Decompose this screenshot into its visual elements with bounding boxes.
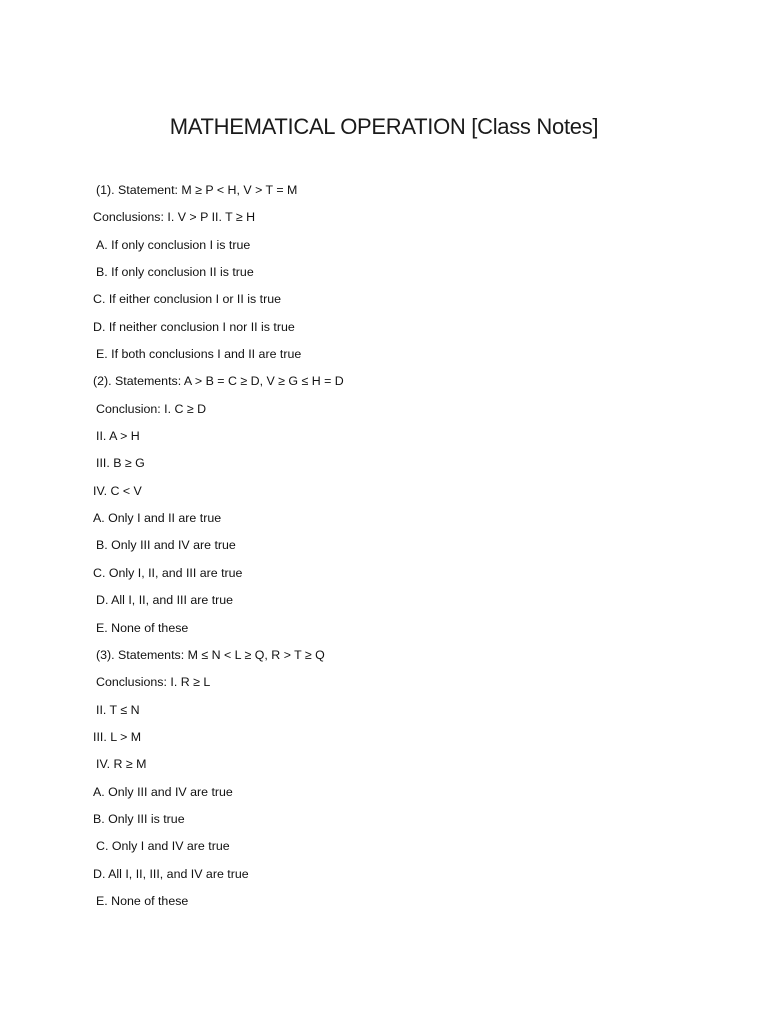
question-1-option-c: C. If either conclusion I or II is true	[93, 292, 282, 307]
question-2-option-a: A. Only I and II are true	[93, 511, 222, 526]
question-2-conclusion-1: Conclusion: I. C ≥ D	[96, 401, 207, 416]
question-3-conclusion-4: IV. R ≥ M	[96, 757, 147, 772]
question-1-statement: (1). Statement: M ≥ P < H, V > T = M	[96, 183, 298, 197]
question-3-option-c: C. Only I and IV are true	[96, 839, 230, 854]
question-2-conclusion-3: III. B ≥ G	[96, 456, 145, 471]
question-2-option-d: D. All I, II, and III are true	[96, 593, 234, 608]
question-2-conclusion-2: II. A > H	[96, 429, 140, 444]
question-1-option-b: B. If only conclusion II is true	[96, 265, 254, 280]
question-3-conclusion-3: III. L > M	[93, 729, 142, 744]
question-1-option-e: E. If both conclusions I and II are true	[96, 347, 302, 362]
question-3-option-a: A. Only III and IV are true	[93, 784, 233, 799]
question-2-option-c: C. Only I, II, and III are true	[93, 565, 243, 580]
notes-lines	[0, 181, 768, 919]
question-1-option-d: D. If neither conclusion I nor II is true	[93, 319, 295, 334]
question-3-statement: (3). Statements: M ≤ N < L ≥ Q, R > T ≥ Q	[96, 647, 325, 662]
question-2-option-e: E. None of these	[96, 620, 189, 635]
question-1-conclusions: Conclusions: I. V > P II. T ≥ H	[93, 210, 256, 225]
question-3-conclusion-2: II. T ≤ N	[96, 702, 140, 717]
question-3-option-b: B. Only III is true	[93, 811, 185, 826]
question-3-option-d: D. All I, II, III, and IV are true	[93, 866, 249, 881]
question-1-option-a: A. If only conclusion I is true	[96, 237, 251, 252]
question-3-option-e: E. None of these	[96, 893, 189, 908]
question-2-option-b: B. Only III and IV are true	[96, 538, 236, 553]
question-3-conclusion-1: Conclusions: I. R ≥ L	[96, 675, 211, 690]
question-2-statement: (2). Statements: A > B = C ≥ D, V ≥ G ≤ H = D	[93, 374, 344, 389]
page-title: MATHEMATICAL OPERATION [Class Notes]	[169, 114, 599, 139]
question-2-conclusion-4: IV. C < V	[93, 483, 142, 498]
